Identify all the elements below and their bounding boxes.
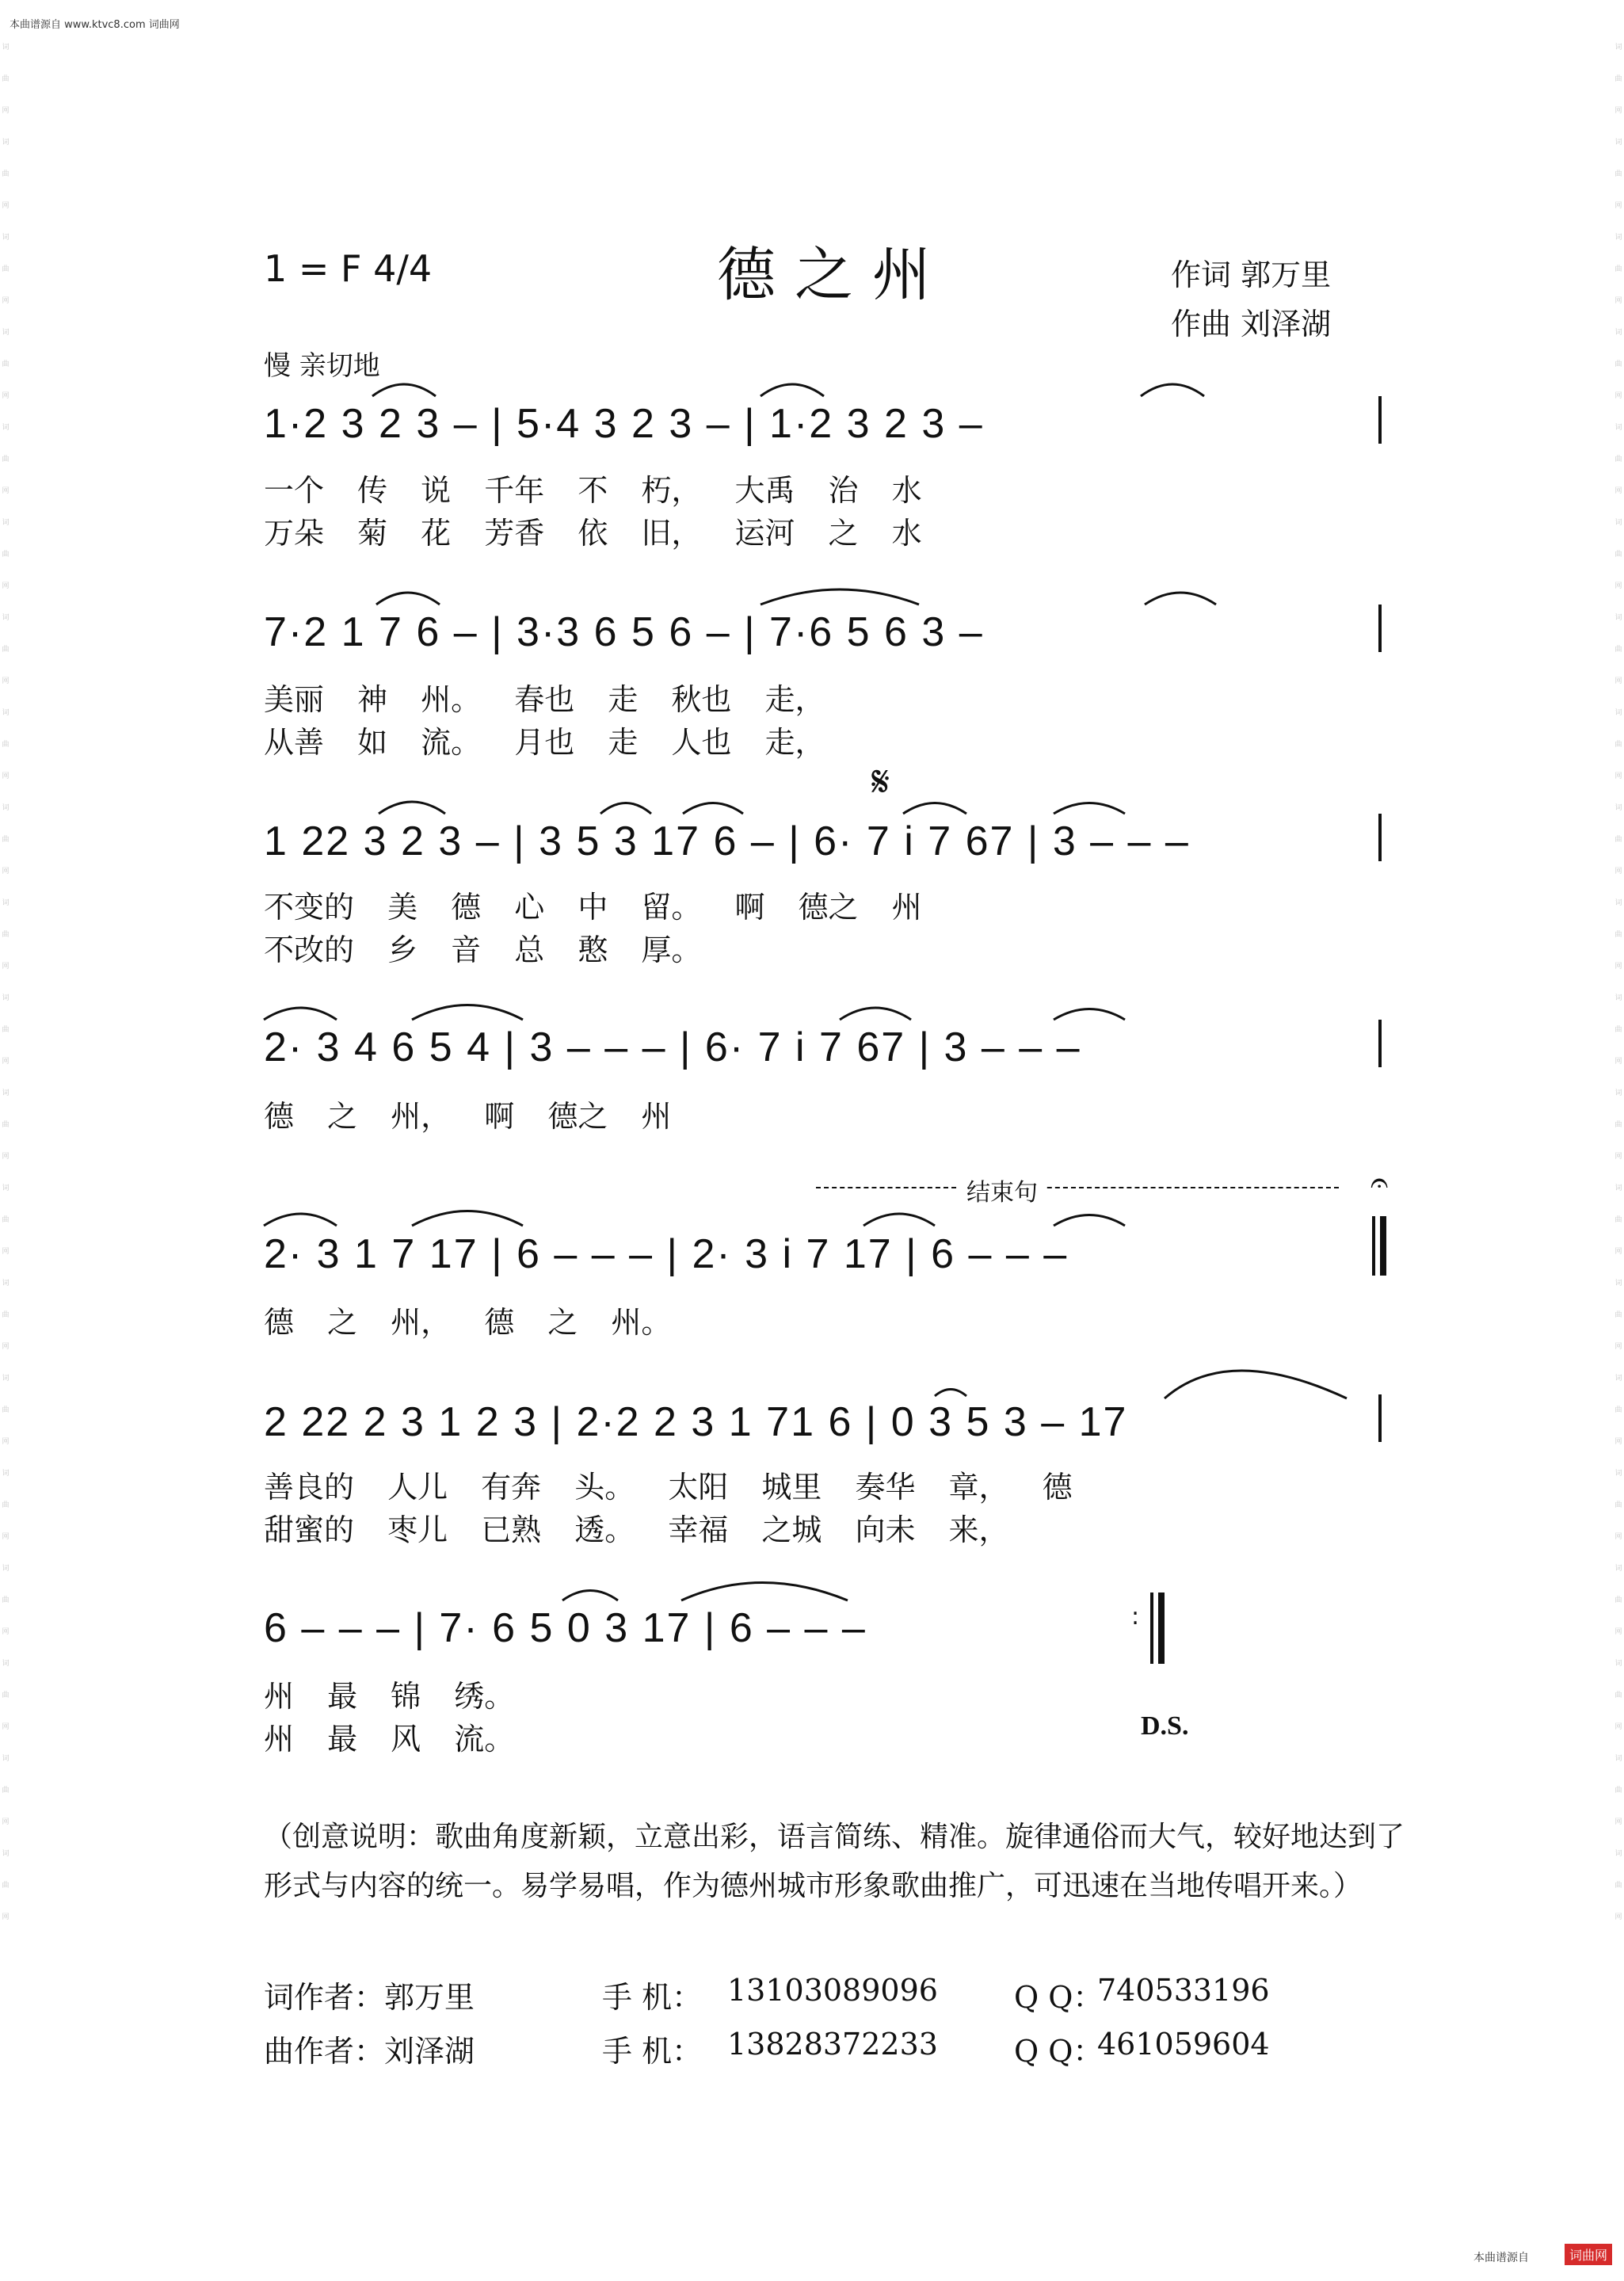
description-line-1: （创意说明：歌曲角度新颖，立意出彩，语言简练、精准。旋律通俗而大气，较好地达到了 [264, 1821, 1405, 1853]
slur [372, 384, 436, 396]
repeat-dots: : [1131, 1603, 1140, 1631]
tempo-marking: 慢 亲切地 [264, 350, 380, 382]
slur [412, 1211, 523, 1226]
footer-brand-badge: 词曲网 [1565, 2244, 1612, 2265]
ending-label: 结束句 [959, 1173, 1046, 1207]
lyricist-role: 词作者：郭万里 [264, 1980, 475, 2015]
slur [863, 1214, 935, 1226]
notation-system-5: 2· 3 1 7 17 | 6 – – – | 2· 3 i 7 17 | 6 – – – [264, 1231, 1069, 1277]
description-line-2: 形式与内容的统一。易学易唱，作为德州城市形象歌曲推广，可迅速在当地传唱开来。） [264, 1870, 1363, 1902]
notation-system-3: 1 22 3 2 3 – | 3 5 3 17 6 – | 6· 7 i 7 67 | 3 – – – [264, 818, 1190, 864]
lyric-line-6-1: 善良的 人儿 有奔 头。 太阳 城里 奏华 章， 德 [264, 1470, 1073, 1505]
lyric-line-3-2: 不改的 乡 音 总 憨 厚。 [264, 933, 702, 967]
slur [379, 802, 445, 814]
notation-system-4: 2· 3 4 6 5 4 | 3 – – – | 6· 7 i 7 67 | 3 – – – [264, 1024, 1081, 1070]
slur [840, 1008, 911, 1020]
slur [562, 1591, 618, 1601]
slur [1145, 593, 1216, 605]
slur [264, 1008, 337, 1020]
source-header: 本曲谱源自 www.ktvc8.com 词曲网 [10, 19, 180, 31]
lyricist-qq: 740533196 [1097, 1973, 1270, 2008]
slur [935, 1390, 966, 1397]
notation-system-7: 6 – – – | 7· 6 5 0 3 17 | 6 – – – [264, 1605, 867, 1651]
composer-phone-label: 手 机： [602, 2034, 703, 2069]
composer-role: 曲作者：刘泽湖 [264, 2034, 475, 2069]
lyric-line-1-1: 一个 传 说 千年 不 朽， 大禹 治 水 [264, 473, 922, 508]
slur [1141, 384, 1204, 396]
lyric-line-4-1: 德 之 州， 啊 德之 州 [264, 1099, 672, 1134]
notation-system-6: 2 22 2 3 1 2 3 | 2·2 2 3 1 71 6 | 0 3 5 3 – 17 [264, 1399, 1128, 1445]
lyricist-qq-label: Q Q： [1014, 1980, 1104, 2015]
slur [1054, 803, 1125, 814]
composer-credit: 作曲 刘泽湖 [1171, 307, 1332, 341]
composer-phone: 13828372233 [727, 2027, 938, 2062]
fermata-sign: 𝄐 [1370, 1165, 1389, 1201]
lyric-line-7-2: 州 最 风 流。 [264, 1722, 515, 1757]
lyricist-phone: 13103089096 [727, 1973, 938, 2008]
slur [600, 803, 651, 814]
lyric-line-5-1: 德 之 州， 德 之 州。 [264, 1305, 672, 1340]
lyric-line-3-1: 不变的 美 德 心 中 留。 啊 德之 州 [264, 890, 922, 925]
lyricist-phone-label: 手 机： [602, 1980, 703, 2015]
key-signature: 1 = F 4/4 [264, 247, 433, 290]
slur [264, 1214, 337, 1226]
lyric-line-2-2: 从善 如 流。 月也 走 人也 走， [264, 725, 825, 760]
notation-system-2: 7·2 1 7 6 – | 3·3 6 5 6 – | 7·6 5 6 3 – [264, 609, 984, 655]
lyric-line-1-2: 万朵 菊 花 芳香 依 旧， 运河 之 水 [264, 516, 922, 551]
lyric-line-7-1: 州 最 锦 绣。 [264, 1679, 515, 1714]
right-watermark: 词曲网 词曲网 词曲网 词曲网 词曲网 词曲网 词曲网 词曲网 词曲网 词曲网 词曲网 词曲网 词曲网 词曲网 词曲网 词曲网 词曲网 词曲网 词曲网 词曲网 [1614, 44, 1622, 1921]
slur [1054, 1009, 1125, 1020]
slur [412, 1005, 523, 1020]
slur [761, 589, 919, 605]
slur [1054, 1215, 1125, 1226]
notation-system-1: 1·2 3 2 3 – | 5·4 3 2 3 – | 1·2 3 2 3 – [264, 401, 984, 447]
slur [683, 803, 743, 814]
slur [681, 1583, 848, 1601]
segno-sign: 𝄋 [871, 757, 890, 807]
composer-qq-label: Q Q： [1014, 2034, 1104, 2069]
composer-qq: 461059604 [1097, 2027, 1270, 2062]
lyric-line-2-1: 美丽 神 州。 春也 走 秋也 走， [264, 682, 825, 717]
lyricist-credit: 作词 郭万里 [1171, 257, 1332, 292]
slur [903, 803, 966, 814]
footer-source: 本曲谱源自 [1473, 2252, 1529, 2264]
left-watermark: 词曲网 词曲网 词曲网 词曲网 词曲网 词曲网 词曲网 词曲网 词曲网 词曲网 词曲网 词曲网 词曲网 词曲网 词曲网 词曲网 词曲网 词曲网 词曲网 词曲网 [2, 44, 10, 1921]
slur [1165, 1371, 1347, 1398]
dal-segno-mark: D.S. [1141, 1711, 1189, 1741]
lyric-line-6-2: 甜蜜的 枣儿 已熟 透。 幸福 之城 向未 来， [264, 1512, 1009, 1547]
song-title: 德之州 [717, 241, 950, 309]
slur [376, 593, 440, 605]
slur [761, 384, 824, 396]
